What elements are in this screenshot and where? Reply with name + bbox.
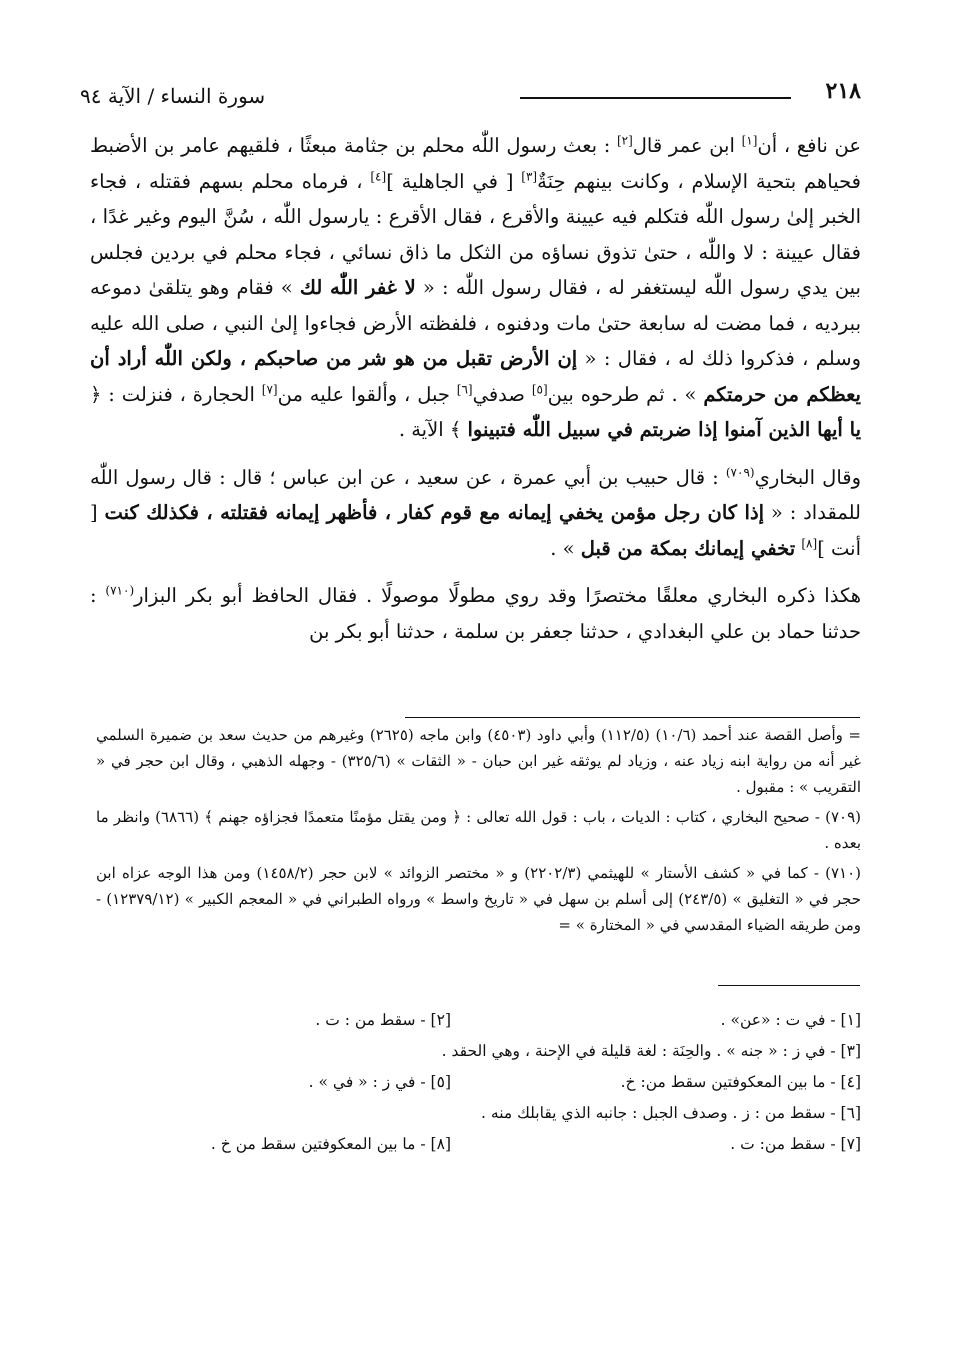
variant-note-7: [٧] - سقط من: ت . bbox=[730, 1135, 861, 1153]
variant-note-3: [٣] - في ز : « جنه » . والحِنَة : لغة قليلة في الإحنة ، وهي الحقد . bbox=[441, 1042, 861, 1060]
text-span: » . bbox=[550, 536, 581, 560]
apparatus-row bbox=[120, 1129, 861, 1160]
note-ref-8: [٨] bbox=[801, 536, 818, 550]
footnote-709: (٧٠٩) - صحيح البخاري ، كتاب : الديات ، باب : قول الله تعالى : ﴿ ومن يقتل مؤمنًا متعمدًا فجزاؤه جهنم ﴾ (٦٨٦٦) وانظر ما بعده . bbox=[96, 808, 861, 852]
variant-note-4: [٤] - ما بين المعكوفتين سقط من: خ. bbox=[620, 1073, 861, 1091]
text-span: : قال حبيب بن أبي عمرة ، عن سعيد ، عن ابن عباس ؛ قال : قال رسول اللّٰه للمقداد : « bbox=[90, 465, 861, 524]
textual-apparatus bbox=[120, 1005, 861, 1160]
text-span: : حدثنا حماد بن علي البغدادي ، حدثنا جعفر بن سلمة ، حدثنا أبو بكر بن bbox=[90, 584, 861, 643]
text-span: الحجارة ، فنزلت : ﴿ bbox=[90, 382, 262, 406]
footnote-710: (٧١٠) - كما في « كشف الأستار » للهيثمي (٢٢٠٢/٣) و « مختصر الزوائد » لابن حجر (١٤٥٨/٢) ومن هذا الوجه عزاه ابن حجر في « التغليق » (٢٤٣/٥) إلى أسلم بن سهل في « تاريخ واسط » ورواه الطبراني في « المعجم الكبير » (١٢٣٧٩/١٢) - ومن طريقه الضياء المقدسي في « المختارة » = bbox=[96, 864, 861, 934]
prophetic-quote: تخفي إيمانك بمكة من قبل bbox=[580, 536, 796, 560]
text-span: ﴾ الآية . bbox=[398, 418, 468, 441]
prophetic-quote: لا غفر اللّٰه لك bbox=[299, 276, 416, 299]
header-rule bbox=[520, 97, 791, 99]
main-text bbox=[90, 128, 861, 661]
footnote-ref-709: (٧٠٩) bbox=[725, 465, 755, 479]
text-span: عن نافع ، أن bbox=[757, 134, 861, 157]
page-header bbox=[80, 78, 861, 118]
text-span: جبل ، وألقوا عليه من bbox=[277, 382, 457, 406]
apparatus-row bbox=[120, 1067, 861, 1098]
note-ref-2: [٢] bbox=[616, 133, 633, 148]
text-span: ، فرماه محلم بسهم فقتله ، فجاء الخبر إلىٰ رسول اللّٰه فتكلم فيه عيينة والأقرع ، فقال الأقرع : يارسول اللّٰه ، سُنَّ اليوم وغير غدًا ، فقال عيينة : لا واللّٰه ، حتىٰ تذوق نساؤه من الثكل ما ذاق نسائي ، فجاء محلم في بردين فجلس بين يدي رسول اللّٰه ليستغفر له ، فقال رسول اللّٰه : « bbox=[90, 169, 861, 299]
text-span: : بعث رسول اللّٰه محلم بن جثامة مبعثًا ، فلقيهم عامر بن الأضبط فحياهم بتحية الإسلام ، وكانت بينهم حِنَةٌ bbox=[90, 134, 861, 193]
text-span: وقال البخاري bbox=[754, 465, 862, 489]
apparatus-row bbox=[120, 1098, 861, 1129]
text-span: هكذا ذكره البخاري معلقًا مختصرًا وقد روي مطولًا موصولًا . فقال الحافظ أبو بكر البزار bbox=[134, 584, 861, 607]
variant-note-2: [٢] - سقط من : ت . bbox=[315, 1011, 451, 1029]
prophetic-quote: إن الأرض تقبل من هو شر من صاحبكم ، ولكن اللّٰه أراد أن يعظكم من حرمتكم bbox=[90, 347, 861, 406]
quran-verse: يا أيها الذين آمنوا إذا ضربتم في سبيل اللّٰه فتبينوا bbox=[467, 418, 861, 441]
text-span: [ أنت ] bbox=[90, 501, 861, 560]
paragraph-bazzar bbox=[90, 578, 861, 649]
variant-note-6: [٦] - سقط من : ز . وصدف الجبل : جانبه الذي يقابلك منه . bbox=[481, 1104, 861, 1122]
apparatus-separator bbox=[718, 985, 860, 986]
text-span: ابن عمر قال bbox=[632, 134, 742, 157]
footnote-ref-710: (٧١٠) bbox=[105, 583, 135, 598]
footnote-separator bbox=[405, 717, 860, 718]
note-ref-7: [٧] bbox=[261, 382, 278, 396]
apparatus-row bbox=[120, 1005, 861, 1036]
variant-note-5: [٥] - في ز : « في » . bbox=[308, 1073, 451, 1091]
note-ref-4: [٤] bbox=[370, 169, 387, 183]
text-span: صدفي bbox=[472, 382, 532, 406]
footnote-continuation: = وأصل القصة عند أحمد (١٠/٦) (١١٢/٥) وأبي داود (٤٥٠٣) وابن ماجه (٢٦٢٥) وغيرهم من حديث سعد بن ضميرة السلمي غير أنه من رواية ابنه زياد عنه ، وزياد لم يوثقه غير ابن حبان - « الثقات » (٣٢٥/٦) - وجهله الذهبي ، وقال ابن حجر في « التقريب » : مقبول . bbox=[96, 726, 862, 796]
text-span: » فقام وهو يتلقىٰ دموعه ببرديه ، فما مضت له سابعة حتىٰ مات ودفنوه ، فلفظته الأرض فجاءوا إلىٰ النبي ، صلى الله عليه وسلم ، فذكروا ذلك له ، فقال : « bbox=[90, 276, 861, 370]
note-ref-5: [٥] bbox=[531, 382, 548, 396]
running-title: سورة النساء / الآية ٩٤ bbox=[80, 84, 266, 108]
paragraph-hadith-story bbox=[90, 128, 861, 448]
variant-note-8: [٨] - ما بين المعكوفتين سقط من خ . bbox=[210, 1135, 451, 1153]
footnotes bbox=[96, 722, 861, 942]
prophetic-quote: إذا كان رجل مؤمن يخفي إيمانه مع قوم كفار ، فأظهر إيمانه فقتلته ، فكذلك كنت bbox=[104, 501, 765, 524]
paragraph-bukhari bbox=[90, 460, 861, 567]
text-span: » . ثم طرحوه بين bbox=[547, 382, 704, 406]
page-number: ٢١٨ bbox=[825, 78, 861, 104]
note-ref-1: [١] bbox=[741, 133, 758, 148]
variant-note-1: [١] - في ت : «عن» . bbox=[720, 1011, 861, 1029]
note-ref-6: [٦] bbox=[456, 382, 473, 396]
apparatus-row bbox=[120, 1036, 861, 1067]
text-span: [ في الجاهلية ] bbox=[386, 169, 522, 193]
note-ref-3: [٣] bbox=[521, 169, 538, 183]
